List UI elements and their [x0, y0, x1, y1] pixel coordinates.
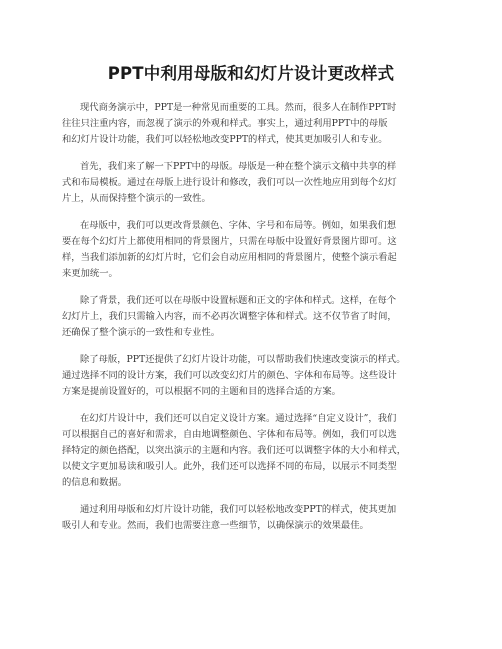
- paragraph: [62, 502, 442, 534]
- paragraph: [62, 352, 442, 400]
- paragraph-line: 往往只注重内容，而忽视了演示的外观和样式。事实上，通过利用PPT中的母版: [62, 118, 388, 129]
- paragraph-line: 除了母版，PPT还提供了幻灯片设计功能，可以帮助我们快速改变演示的样式。: [80, 354, 406, 365]
- paragraph: [62, 293, 442, 341]
- paragraph-line: 样，当我们添加新的幻灯片时，它们会自动应用相同的背景图片，使整个演示看起: [62, 252, 397, 263]
- paragraph: [62, 159, 442, 207]
- paragraph-line: 要在每个幻灯片上都使用相同的背景图片，只需在母版中设置好背景图片即可。这: [62, 236, 397, 247]
- paragraph-line: 首先，我们来了解一下PPT中的母版。母版是一种在整个演示文稿中共享的样: [80, 161, 397, 172]
- paragraph-line: 在母版中，我们可以更改背景颜色、字体、字号和布局等。例如，如果我们想: [80, 220, 397, 231]
- paragraph-line: 在幻灯片设计中，我们还可以自定义设计方案。通过选择“自定义设计”，我们: [80, 413, 397, 424]
- paragraph: [62, 218, 442, 282]
- paragraph-line: 除了背景，我们还可以在母版中设置标题和正文的字体和样式。这样，在每个: [80, 295, 397, 306]
- document-body: [62, 100, 442, 545]
- paragraph-line: 可以根据自己的喜好和需求，自由地调整颜色、字体和布局等。例如，我们可以选: [62, 429, 397, 440]
- paragraph-line: 幻灯片上，我们只需输入内容，而不必再次调整字体和样式。这不仅节省了时间，: [62, 311, 397, 322]
- paragraph-line: 通过利用母版和幻灯片设计功能，我们可以轻松地改变PPT的样式，使其更加: [80, 504, 397, 515]
- paragraph-line: 还确保了整个演示的一致性和专业性。: [62, 327, 221, 338]
- paragraph-line: 方案是提前设置好的，可以根据不同的主题和目的选择合适的方案。: [62, 386, 341, 397]
- paragraph-line: 和幻灯片设计功能，我们可以轻松地改变PPT的样式，使其更加吸引人和专业。: [62, 134, 388, 145]
- paragraph-line: 的信息和数据。: [62, 477, 128, 488]
- document-title: PPT中利用母版和幻灯片设计更改样式: [107, 64, 395, 83]
- paragraph-line: 片上，从而保持整个演示的一致性。: [62, 193, 211, 204]
- paragraph-line: 以使文字更加易读和吸引人。此外，我们还可以选择不同的布局，以展示不同类型: [62, 461, 397, 472]
- paragraph: [62, 411, 442, 491]
- paragraph-line: 现代商务演示中，PPT是一种常见而重要的工具。然而，很多人在制作PPT时: [80, 102, 397, 113]
- paragraph-line: 通过选择不同的设计方案，我们可以改变幻灯片的颜色、字体和布局等。这些设计: [62, 370, 397, 381]
- paragraph-line: 式和布局模板。通过在母版上进行设计和修改，我们可以一次性地应用到每个幻灯: [62, 177, 397, 188]
- paragraph-line: 择特定的颜色搭配，以突出演示的主题和内容。我们还可以调整字体的大小和样式，: [62, 445, 406, 456]
- paragraph-line: 来更加统一。: [62, 268, 118, 279]
- paragraph: [62, 100, 442, 148]
- paragraph-line: 吸引人和专业。然而，我们也需要注意一些细节，以确保演示的效果最佳。: [62, 520, 369, 531]
